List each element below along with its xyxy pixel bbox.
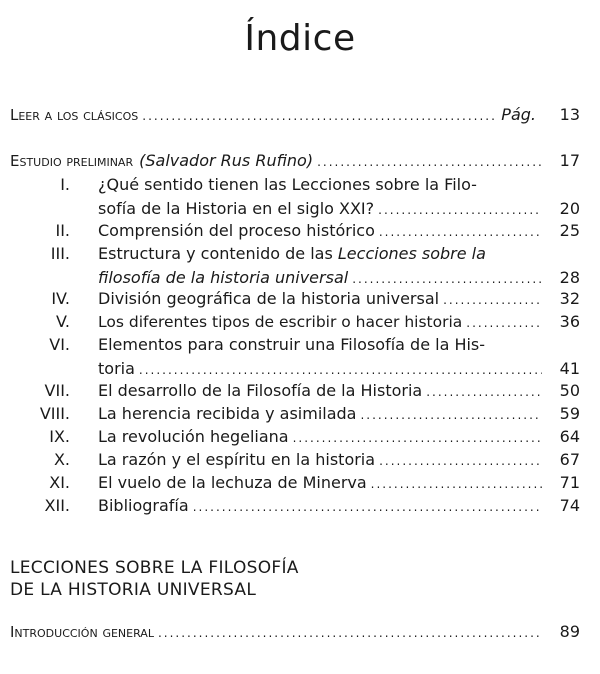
page-number: 25 [559,221,580,240]
chapter-number: IV. [51,289,70,308]
entry-label: El desarrollo de la Filosofía de la Historia [98,381,423,400]
chapter-number: VI. [49,335,70,354]
entry-label: Bibliografía [98,496,189,515]
page-number: 17 [559,151,580,170]
page-number: 64 [559,427,580,446]
page-number: 89 [559,622,580,641]
entry-line: ¿Qué sentido tienen las Lecciones sobre la Filo- [98,175,477,194]
part-heading-line: LECCIONES SOBRE LA FILOSOFÍA [10,558,299,578]
entry-line: Elementos para construir una Filosofía de la His- [98,335,486,354]
part-heading [10,557,299,601]
page-number: 13 [559,105,580,124]
toc-entry-chapter-3[interactable] [98,242,580,291]
entry-label: División geográfica de la historia universal [98,289,440,308]
chapter-number: XII. [44,496,70,515]
page-number: 59 [559,404,580,423]
dot-leader [293,426,542,450]
entry-label: El vuelo de la lechuza de Minerva [98,473,367,492]
toc-entry-chapter-9[interactable] [98,425,580,450]
toc-entry-leer-a-los-clasicos[interactable] [10,103,580,128]
dot-leader [158,621,542,645]
entry-line: sofía de la Historia en el siglo XXI? [98,199,375,218]
page-title: Índice [244,18,356,59]
page-number: 36 [559,312,580,331]
chapter-number: I. [60,175,70,194]
dot-leader [360,403,542,427]
page-number: 71 [559,473,580,492]
chapter-number: III. [50,244,70,263]
toc-entry-chapter-4[interactable] [98,287,580,312]
toc-entry-chapter-11[interactable] [98,471,580,496]
entry-label: Estudio preliminar [10,152,134,170]
toc-entry-chapter-5[interactable] [98,310,580,335]
page-number: 32 [559,289,580,308]
toc-entry-chapter-1[interactable] [98,173,580,222]
toc-entry-estudio-preliminar[interactable] [10,149,580,174]
dot-leader [317,150,542,174]
chapter-number: VIII. [39,404,70,423]
entry-label: La revolución hegeliana [98,427,289,446]
entry-line-italic: Lecciones sobre la [337,244,486,263]
entry-label: Comprensión del proceso histórico [98,221,375,240]
page-number: 74 [559,496,580,515]
page-number: 50 [559,381,580,400]
dot-leader [426,380,542,404]
entry-label: La razón y el espíritu en la historia [98,450,376,469]
page-abbrev: Pág. [501,105,536,124]
dot-leader [193,495,542,519]
page-number: 20 [559,199,580,218]
dot-leader [466,311,542,335]
entry-label: Los diferentes tipos de escribir o hacer historia [98,313,463,331]
toc-entry-chapter-2[interactable] [98,219,580,244]
chapter-number: X. [53,450,70,469]
entry-line: toria [98,359,135,378]
entry-label: Leer a los clásicos [10,106,139,124]
toc-entry-chapter-7[interactable] [98,379,580,404]
chapter-number: XI. [49,473,70,492]
toc-entry-chapter-12[interactable] [98,494,580,519]
dot-leader [142,104,497,128]
entry-line-italic: filosofía de la historia universal [98,268,349,287]
chapter-number: VII. [44,381,70,400]
dot-leader [371,472,542,496]
dot-leader [379,449,542,473]
toc-entry-introduccion-general[interactable] [10,620,580,645]
page-number: 28 [559,268,580,287]
entry-author: (Salvador Rus Rufino) [139,151,314,170]
entry-label: La herencia recibida y asimilada [98,404,357,423]
page-number: 41 [559,359,580,378]
dot-leader [379,220,542,244]
chapter-number: II. [55,221,70,240]
entry-label: Introducción general [10,623,154,641]
chapter-number: IX. [49,427,70,446]
part-heading-line: DE LA HISTORIA UNIVERSAL [10,580,257,600]
dot-leader [443,288,542,312]
toc-entry-chapter-8[interactable] [98,402,580,427]
toc-entry-chapter-6[interactable] [98,333,580,382]
toc-entry-chapter-10[interactable] [98,448,580,473]
chapter-number: V. [56,312,70,331]
page-number: 67 [559,450,580,469]
entry-line: Estructura y contenido de las [98,244,338,263]
